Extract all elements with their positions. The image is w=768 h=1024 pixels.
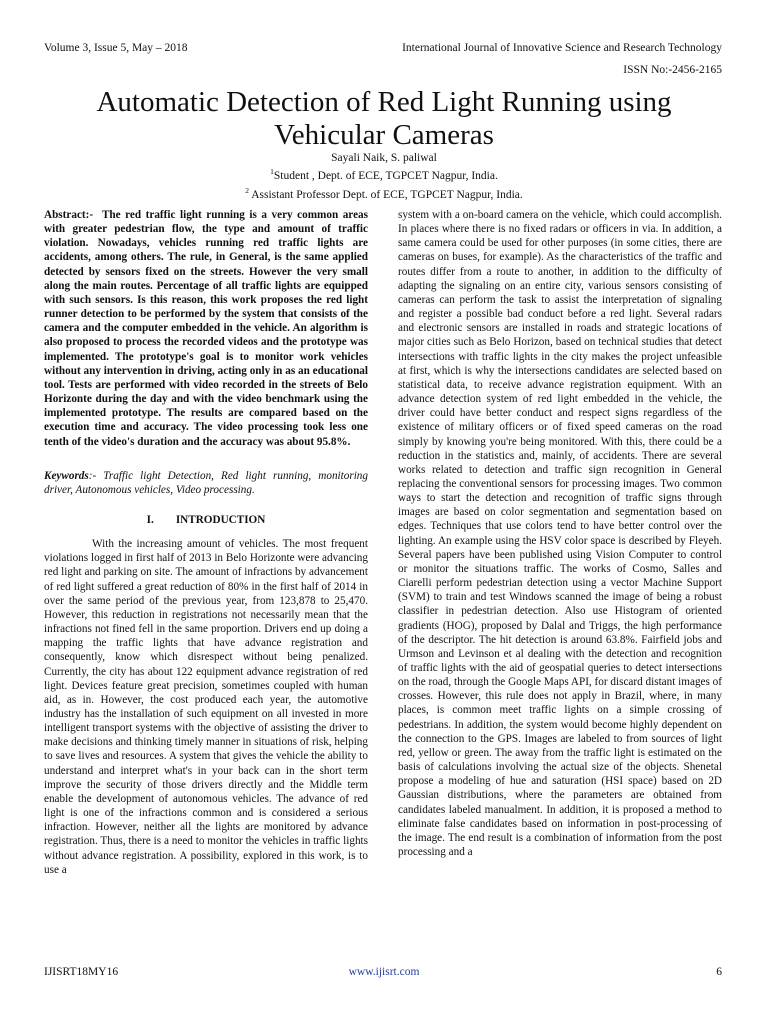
keywords-label: Keywords xyxy=(44,469,89,482)
right-column-text: system with a on-board camera on the vehicle, which could accomplish. In places where there is no fixed radars or officers in via. In addition, a same camera could be used for other purposes (in some cities, there are cameras on buses, for example). As the characteristics of the traffic and routes differ from a route to another, in addition to the difficulty of adapting the signaling on an entire city, various sensors consisting of cameras can perform the task to assist the interpretation of signaling and register a possible bad conduct before a red light. Several radars and electronic sensors are installed in roads and strategic locations of major cities such as Belo Horizon, based on technical studies that detect intersections with traffic lights in the city makes the project unfeasible at first, which is why the intersections candidates are selected based on statistical data, to receive advance registration equipment. With an advance detection system of red light embedded in the vehicle, the driver could have better conduct and respect signs regardless of the existence of military officers or of fixed speed cameras on the road simply by knowing you're being monitored. With this, there could be a reduction in the statistics and, mainly, of accidents. There are several works related to detection and traffic sign recognition in General replacing the conventional sensors for processing images. Two common ways to start the detection and recognition of traffic signs through images are based on color segmentation and segmentation based on edges. Techniques that use colors tend to have better control over the lighting. An example using the HSV color space is described by Fleyeh. Several papers have been published using Vision Computer to control or monitor the situations traffic. The works of Cosmo, Salles and Ciarelli perform pedestrian detection using a vector Machine Support (SVM) to train and test Windows scanned the image of being a robust classifier in pedestrian detection. Also use Histogram of oriented gradients (HOG), proposed by Dalal and Triggs, the high performance of the descriptor. The hit detection is around 63.8%. Fairfield jobs and Urmson and Levinson et al dealing with the detection and recognition of traffic lights with the aid of geospatial queries to detect intersections on the road, through the Google Maps API, for discard distant images of crosses. However, this rule does not apply in Brazil, where, in many places, is common meet traffic lights on a simple crossing of pedestrians. In addition, the system would become highly dependent on the connection to the GPS. Images are labeled to from sources of light red, yellow or green. The away from the traffic light is estimated on the basis of calculations involving the actual size of the objects. Shenetal propose a modeling of hue and saturation (HSI space) based on 2D Gaussian distributions, where the parameters are obtained from candidates labeled manualment. In addition, it is proposed a method to eliminate false candidates based on information in post-processing of the image. The end result is a combination of information from the post processing and a xyxy=(398,209,722,859)
volume-issue: Volume 3, Issue 5, May – 2018 xyxy=(44,42,188,54)
paper-id: IJISRT18MY16 xyxy=(44,966,119,978)
affiliation-2-marker: 2 xyxy=(245,185,249,195)
affiliation-2-text: Assistant Professor Dept. of ECE, TGPCET Nagpur, India. xyxy=(248,188,523,201)
keywords xyxy=(44,469,368,497)
abstract-text: The red traffic light running is a very common areas with greater pedestrian flow, the type and amount of traffic violation. Nowadays, vehicles running red traffic lights are accidents, among others. The rule, in General, is the same applied detected by sensors fixed on the streets. However the very small along the main routes. Percentage of all traffic lights are equipped with such sensors. Is this reason, this work proposes the red light runner detection to be performed by the system that consists of the camera and the computer embedded in the vehicle. An algorithm is also proposed to process the recorded videos and the prototype was implemented. The prototype's goal is to monitor work vehicles without any intervention in driving, acting only in as an educational tool. Tests are performed with video recorded in the streets of Belo Horizonte during the day and with the video benchmark using the implemented prototype. The results are compared based on the execution time and accuracy. The video processing took less one tenth of the video's duration and the accuracy was about 95.8%. xyxy=(44,209,368,448)
affiliation-1 xyxy=(40,165,728,183)
author-block xyxy=(40,151,728,202)
section-title: INTRODUCTION xyxy=(175,513,266,526)
intro-paragraph: With the increasing amount of vehicles. The most frequent violations logged in first half of 2013 in Belo Horizonte were advancing red light and parking on site. The amount of infractions by advancement of red light suffered a great reduction of 80% in the first half of 2014 in over the same period of the previous year, from 123,878 to 25,470. However, this reduction in registrations not necessarily mean that the infractions not fined fell in the same proportion. Drivers end up doing a mapping the traffic lights that have advance registration and consequently, know which disrespect without being penalized. Currently, the city has about 122 equipment advance registration of red light. Devices feature great precision, sometimes coupled with human aid, as in. However, the cost produced each year, the automotive industry has the installation of such equipment on all invested in more intelligent transport systems with the objective of assisting the driver to make decisions and thinking timely manner in situations of risk, helping to save lives and resources. A system that gives the vehicle the ability to understand and interpret what's in your back can in the short term improve the security of those drivers directly and the Middle term enable the development of autonomous vehicles. The advance of red light is one of the infractions common and is considered a serious infraction. However, neither all the lights are monitored by advance registration. Thus, there is a need to monitor the vehicles in traffic lights without advance registration. A possibility, explored in this work, is to use a xyxy=(44,538,368,876)
keywords-text: :- Traffic light Detection, Red light running, monitoring driver, Autonomous vehicles, Video processing. xyxy=(44,469,368,496)
page-number: 6 xyxy=(716,966,722,978)
journal-website-link[interactable]: www.ijisrt.com xyxy=(348,966,420,978)
journal-name: International Journal of Innovative Science and Research Technology xyxy=(402,42,722,54)
affiliation-2 xyxy=(40,184,728,202)
authors: Sayali Naik, S. paliwal xyxy=(331,152,437,164)
right-column xyxy=(398,208,722,859)
abstract-label: Abstract:- xyxy=(44,209,94,221)
paper-title: Automatic Detection of Red Light Running using Vehicular Cameras xyxy=(96,86,672,151)
left-column xyxy=(44,208,368,877)
affiliation-1-marker: 1 xyxy=(270,167,274,177)
section-number: I. xyxy=(146,513,154,526)
affiliation-1-text: Student , Dept. of ECE, TGPCET Nagpur, India. xyxy=(273,170,498,183)
issn: ISSN No:-2456-2165 xyxy=(623,64,722,76)
abstract xyxy=(44,208,368,449)
section-heading xyxy=(44,513,368,527)
